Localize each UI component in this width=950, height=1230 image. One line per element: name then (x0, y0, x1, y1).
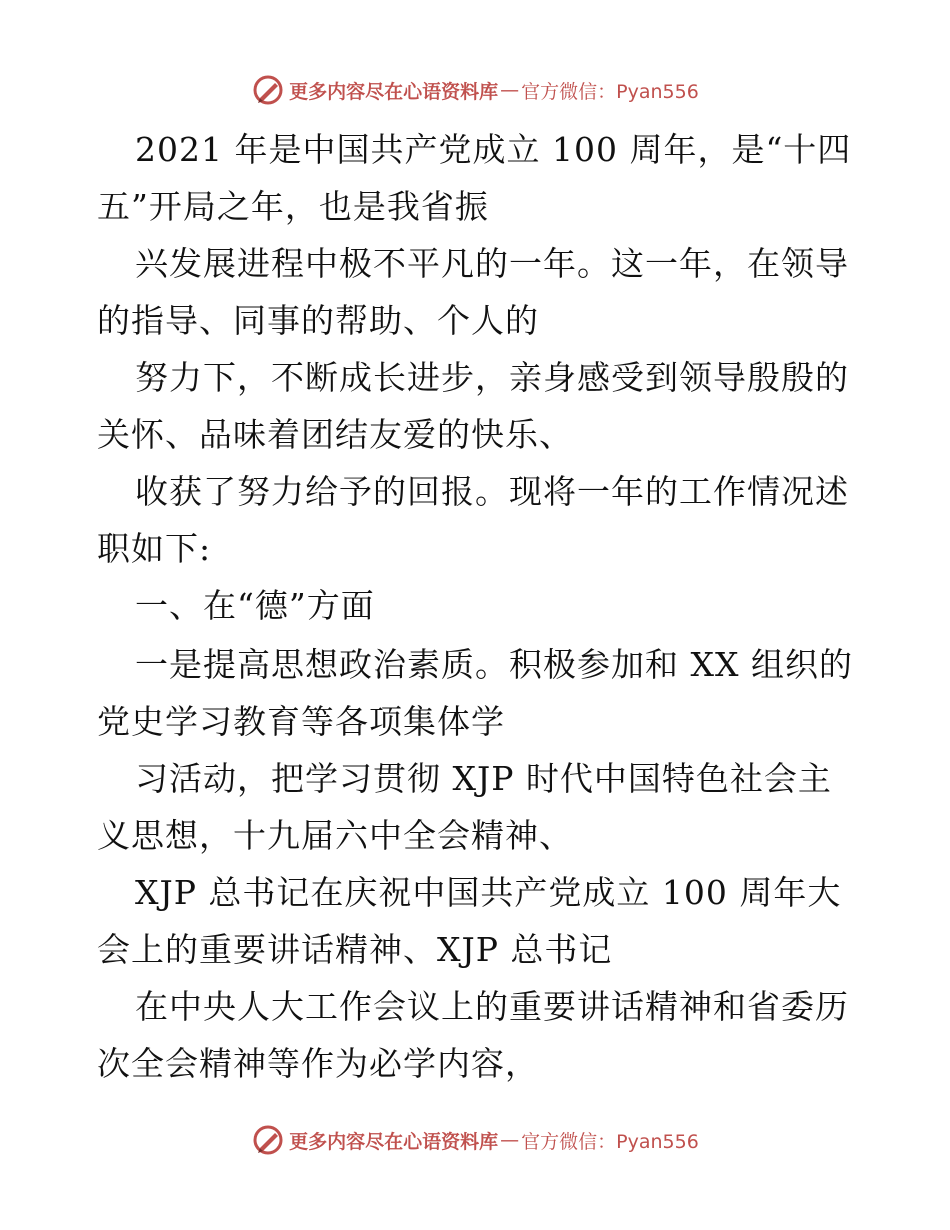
paragraph-line: 关怀、品味着团结友爱的快乐、 (97, 415, 573, 454)
paragraph-line: 职如下: (97, 529, 212, 568)
watermark-wechat-text: 官方微信：Pyan556 (521, 1130, 699, 1153)
paragraph-line: 兴发展进程中极不平凡的一年。这一年，在领导 (135, 244, 849, 283)
paragraph-line: 会上的重要讲话精神、XJP 总书记 (97, 930, 613, 969)
watermark-main-text: 更多内容尽在心语资料库 (289, 80, 499, 103)
paragraph-line: 的指导、同事的帮助、个人的 (97, 301, 539, 340)
pen-circle-logo-icon (251, 1123, 285, 1157)
paragraph-line: 在中央人大工作会议上的重要讲话精神和省委历 (135, 987, 849, 1026)
document-body (97, 120, 857, 1091)
footer-watermark (0, 1120, 950, 1160)
paragraph-line: 2021 年是中国共产党成立 100 周年，是“十四 (135, 130, 852, 169)
pen-circle-logo-icon (251, 73, 285, 107)
paragraph-line: 五”开局之年，也是我省振 (97, 187, 489, 226)
paragraph-line: 一是提高思想政治素质。积极参加和 XX 组织的 (135, 645, 853, 684)
watermark-separator: — (500, 79, 520, 101)
paragraph-line: 努力下，不断成长进步，亲身感受到领导殷殷的 (135, 358, 849, 397)
paragraph-line: 习活动，把学习贯彻 XJP 时代中国特色社会主 (135, 759, 832, 798)
paragraph-line: XJP 总书记在庆祝中国共产党成立 100 周年大 (135, 873, 842, 912)
paragraph-line: 党史学习教育等各项集体学 (97, 702, 505, 741)
watermark-wechat-text: 官方微信：Pyan556 (521, 80, 699, 103)
section-heading: 一、在“德”方面 (135, 586, 375, 625)
header-watermark (0, 70, 950, 110)
paragraph-line: 次全会精神等作为必学内容， (97, 1044, 539, 1083)
paragraph-line: 义思想，十九届六中全会精神、 (97, 816, 573, 855)
watermark-separator: — (500, 1129, 520, 1151)
watermark-main-text: 更多内容尽在心语资料库 (289, 1130, 499, 1153)
paragraph-line: 收获了努力给予的回报。现将一年的工作情况述 (135, 472, 849, 511)
